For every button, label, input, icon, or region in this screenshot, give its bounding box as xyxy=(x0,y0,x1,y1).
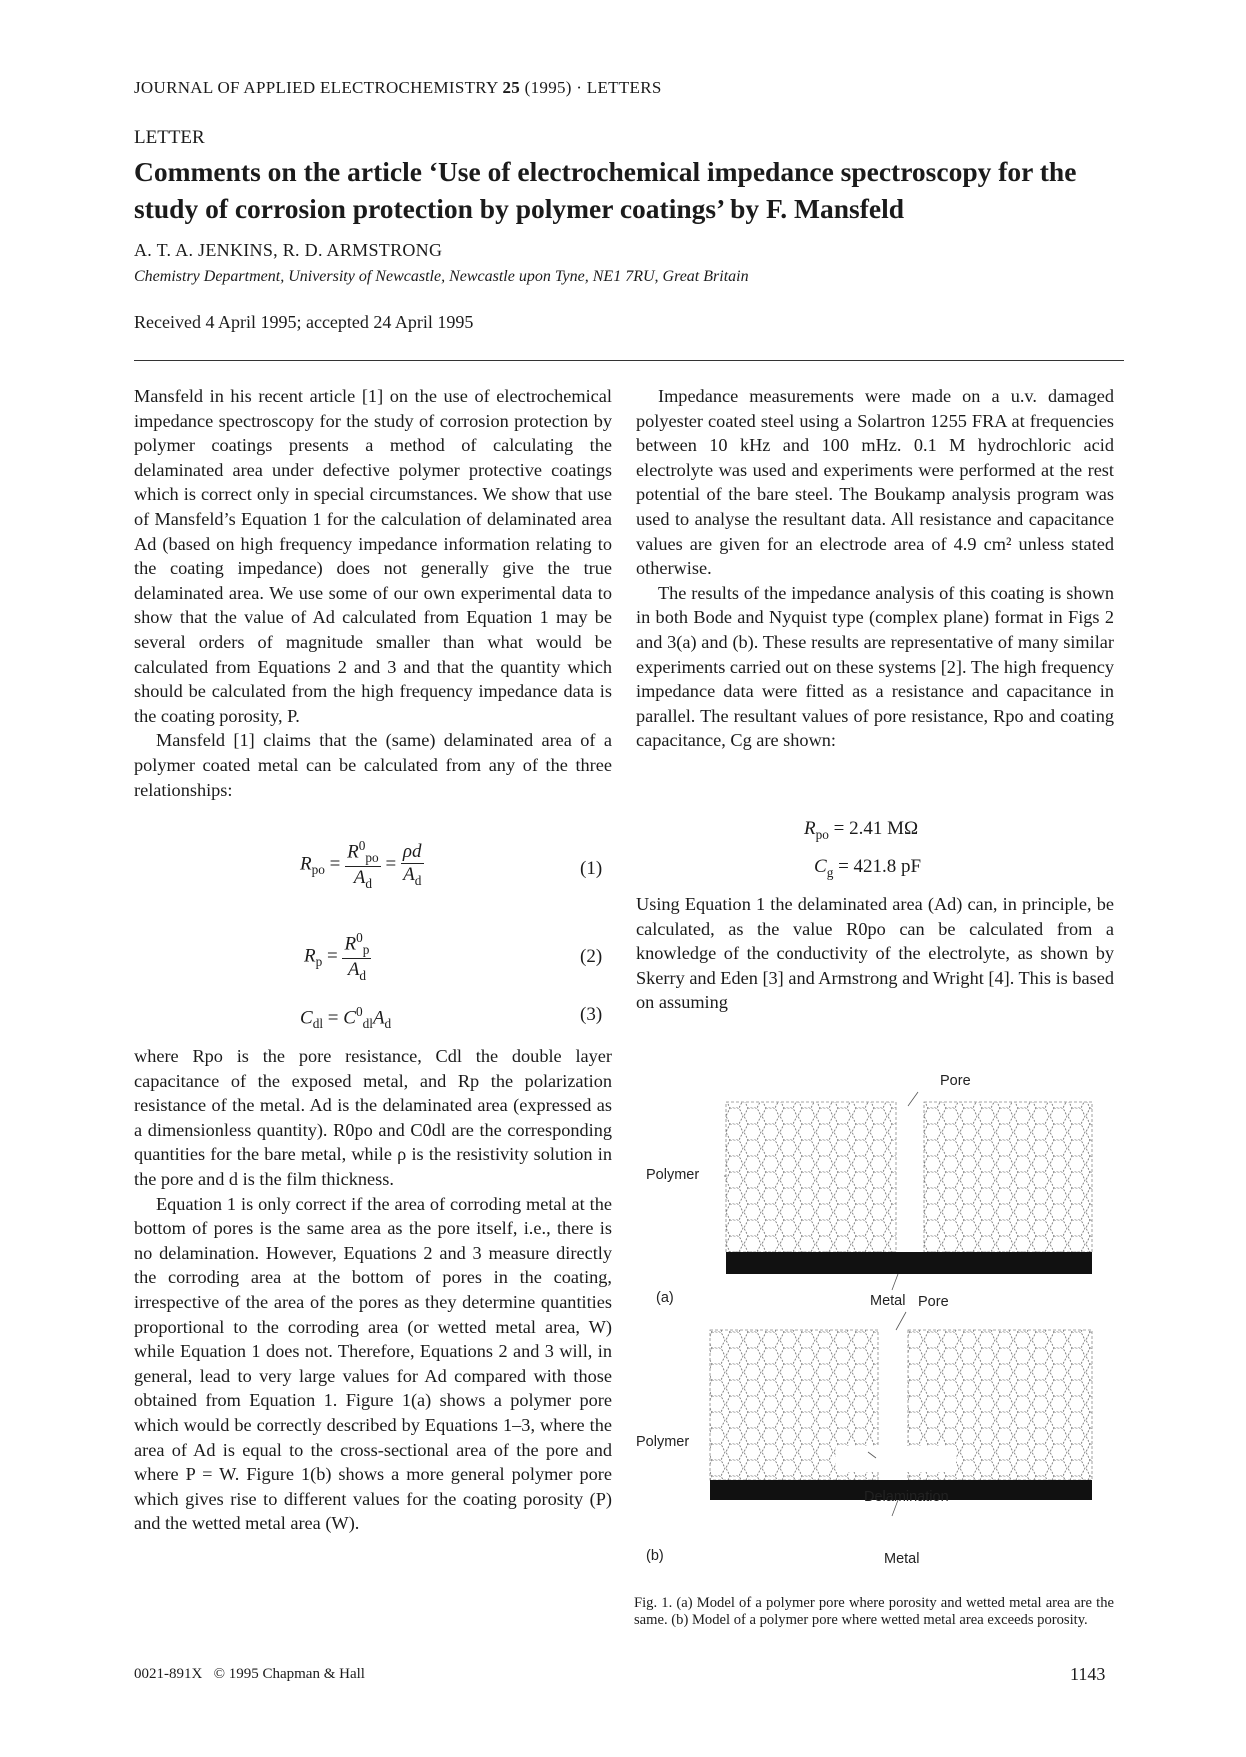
paragraph-intro: Mansfeld in his recent article [1] on the use of electrochemical impedance spectroscopy for the study of corrosion protection by polymer coatings presents a method of calculating the delaminated area under defective polymer protective coatings which is correct only in special circumstances. We show that use of Mansfeld’s Equation 1 for the calculation of delaminated area Ad (based on high frequency impedance information relating to the coating impedance) does not generally give the true delaminated area. We use some of our own experimental data to show that the value of Ad calculated from Equation 1 may be several orders of magnitude smaller than what would be calculated from Equations 2 and 3 and that the quantity which should be calculated from the high frequency impedance data is the coating porosity, P. xyxy=(134,386,612,726)
delamination-gap xyxy=(836,1446,956,1472)
paragraph-equation-1-usage: Using Equation 1 the delaminated area (Ad) can, in principle, be calculated, as the value R0po can be calculated from a knowledge of the conductivity of the electrolyte, as shown by Skerry and Eden [3] and Armstrong and Wright [4]. This is based on assuming xyxy=(636,894,1114,1013)
metal-leader-a xyxy=(892,1274,898,1290)
article-affiliation: Chemistry Department, University of Newcastle, Newcastle upon Tyne, NE1 7RU, Great Britain xyxy=(134,268,749,285)
issn-code: 0021-891X xyxy=(134,1666,203,1682)
equation-2-number: (2) xyxy=(580,946,603,967)
figure-1b-polymer-label: Polymer xyxy=(636,1434,690,1450)
figure-1a-metal-label: Metal xyxy=(870,1293,906,1309)
equation-2: $R_p$ = $\frac{R^0_p}{A_d}$ xyxy=(304,930,370,983)
rpo-equation: $R_{po} = 2.41$ MΩ xyxy=(804,818,919,842)
paragraph-equation-correctness: Equation 1 is only correct if the area of corroding metal at the bottom of pores is the same area as the pore itself, i.e., there is no delamination. However, Equations 2 and 3 measure directly the corroding area at the bottom of pores in the coating, irrespective of the area of the pores as they determine quantities proportional to the corroding area (or wetted metal area, W) while Equation 1 does not. Therefore, Equations 2 and 3 will, in general, lead to very large values for Ad compared with those obtained from Equation 1. Figure 1(a) shows a polymer pore which would be correctly described by Equations 1–3, where the area of Ad is equal to the cross-sectional area of the pore and where P = W. Figure 1(b) shows a more general polymer pore which gives rise to different values for the coating porosity (P) and the wetted metal area (W). xyxy=(134,1193,612,1534)
paragraph-relationships: Mansfeld [1] claims that the (same) delaminated area of a polymer coated metal can be calculated from any of the three relationships: xyxy=(134,730,612,800)
copyright-text: © 1995 Chapman & Hall xyxy=(213,1666,365,1682)
rpo-value: = 2.41 MΩ xyxy=(833,818,919,839)
metal-layer-a xyxy=(726,1252,1092,1274)
figure-1b-pore-label: Pore xyxy=(918,1294,949,1310)
cg-equation: $C_g = 421.8$ pF xyxy=(814,856,922,880)
left-column-bottom xyxy=(134,1044,612,1536)
journal-year-section: (1995) · LETTERS xyxy=(520,78,662,97)
right-column-middle xyxy=(636,892,1114,1015)
pore-leader-a xyxy=(908,1092,918,1106)
footer-copyright xyxy=(134,1666,365,1683)
journal-header xyxy=(134,78,662,98)
right-column-top xyxy=(636,384,1114,753)
paragraph-measurements: Impedance measurements were made on a u.v. damaged polyester coated steel using a Solartron 1255 FRA at frequencies between 10 kHz and 100 mHz. 0.1 M hydrochloric acid electrolyte was used and experiments were performed at the rest potential of the bare steel. The Boukamp analysis program was used to analyse the resultant data. All resistance and capacitance values are given for an electrode area of 4.9 cm² unless stated otherwise. xyxy=(636,386,1114,579)
figure-1a-polymer-label: Polymer xyxy=(646,1167,700,1183)
polymer-block-right-a xyxy=(924,1102,1092,1252)
figure-1b-metal-label: Metal xyxy=(884,1551,920,1567)
figure-1b-panel-label: (b) xyxy=(646,1548,664,1564)
paragraph-definitions: where Rpo is the pore resistance, Cdl the double layer capacitance of the exposed metal, and Rp the polarization resistance of the metal. Ad is the delaminated area (expressed as a dimensionless quantity). R0po and C0dl are the corresponding quantities for the bare metal, while ρ is the resistivity solution in the pore and d is the film thickness. xyxy=(134,1046,612,1189)
article-type-label: LETTER xyxy=(134,127,205,148)
figure-1a-panel-label: (a) xyxy=(656,1290,674,1306)
paragraph-results: The results of the impedance analysis of this coating is shown in both Bode and Nyquist type (complex plane) format in Figs 2 and 3(a) and (b). These results are representative of many similar experiments carried out on these systems [2]. The high frequency impedance data were fitted as a resistance and capacitance in parallel. The resultant values of pore resistance, Rpo and coating capacitance, Cg are shown: xyxy=(636,582,1114,751)
article-title: Comments on the article ‘Use of electrochemical impedance spectroscopy for the study of corrosion protection by polymer coatings’ by F. Mansfeld xyxy=(134,156,1077,224)
cg-value: = 421.8 pF xyxy=(838,856,922,877)
article-authors: A. T. A. JENKINS, R. D. ARMSTRONG xyxy=(134,240,443,260)
pore-leader-b xyxy=(896,1312,906,1330)
figure-1b-delamination-label: Delamination xyxy=(864,1489,949,1505)
equation-3: $C_{dl} = C^0_{dl}A_d$ xyxy=(300,1004,392,1032)
journal-name: JOURNAL OF APPLIED ELECTROCHEMISTRY xyxy=(134,78,503,97)
equation-3-number: (3) xyxy=(580,1004,603,1025)
received-date: Received 4 April 1995; accepted 24 April 1995 xyxy=(134,312,474,332)
journal-volume: 25 xyxy=(502,78,521,97)
figure-1-caption: Fig. 1. (a) Model of a polymer pore where porosity and wetted metal area are the same. (b) Model of a polymer pore where wetted metal area exceeds porosity. xyxy=(634,1595,1114,1628)
equation-1: $R_{po}$ = $\frac{R^0_{po}}{A_d}$ = $\frac{\rho d}{A_d}$ xyxy=(300,838,422,891)
page-number: 1143 xyxy=(1070,1664,1106,1684)
left-column-top xyxy=(134,384,612,802)
equation-1-number: (1) xyxy=(580,858,603,879)
figure-1b xyxy=(710,1312,1092,1516)
figure-1 xyxy=(636,1060,1116,1590)
header-rule xyxy=(134,360,1124,361)
polymer-block-left-a xyxy=(726,1102,896,1252)
figure-1a-pore-label: Pore xyxy=(940,1073,971,1089)
figure-1a xyxy=(724,1092,1092,1290)
